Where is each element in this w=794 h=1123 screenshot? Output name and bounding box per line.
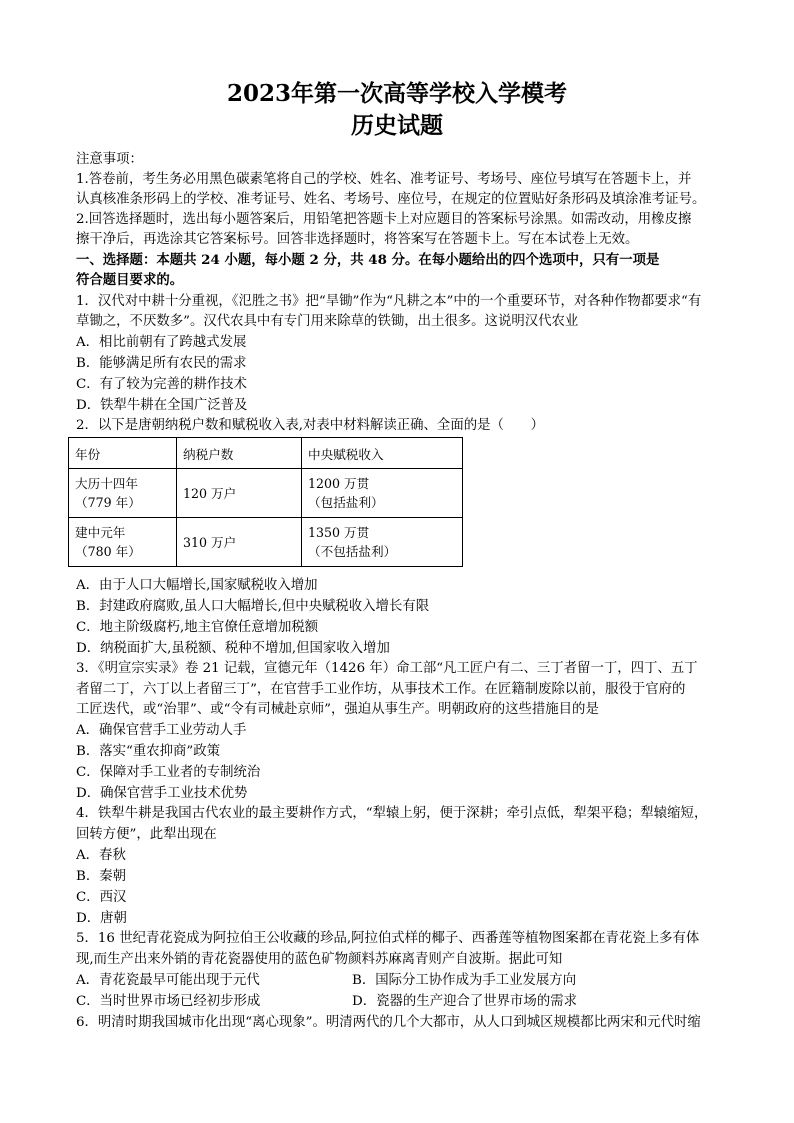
q5-option-d: D．瓷器的生产迎合了世界市场的需求 (352, 994, 577, 1009)
table-cell-revenue (302, 469, 463, 518)
q5-option-a: A．青花瓷最早可能出现于元代 (76, 973, 260, 988)
revenue-note-text: （包括盐利） (308, 495, 384, 510)
q3-option-b: B．落实“重农抑商”政策 (76, 744, 221, 759)
q5-stem-line1: 5．16 世纪青花瓷成为阿拉伯王公收藏的珍品,阿拉伯式样的椰子、西番莲等植物图案都在青花瓷上多有体 (76, 931, 700, 946)
exam-subtitle: 历史试题 (351, 112, 443, 139)
table-cell-year (69, 469, 177, 518)
q1-option-b: B．能够满足所有农民的需求 (76, 356, 247, 371)
q1-stem-line1: 1．汉代对中耕十分重视，《氾胜之书》把“旱锄”作为“凡耕之本”中的一个重要环节，对各种作物都要求“有 (76, 294, 702, 309)
q3-stem-line3: 工匠迭代，或“治罪”、或“令有司械赴京师”，强迫从事生产。明朝政府的这些措施目的是 (76, 702, 599, 717)
section1-heading-cont: 符合题目要求的。 (76, 272, 184, 288)
notes-item1-line1: 1.答卷前，考生务必用黑色碳素笔将自己的学校、姓名、准考证号、考场号、座位号填写在答题卡上，并 (76, 172, 692, 187)
q2-option-c: C．地主阶级腐朽,地主官僚任意增加税额 (76, 620, 319, 635)
q2-stem: 2．以下是唐朝纳税户数和赋税收入表,对表中材料解读正确、全面的是（ ） (76, 418, 545, 433)
notes-heading: 注意事项： (76, 152, 143, 167)
q4-option-c: C．西汉 (76, 890, 127, 905)
q5-option-b: B．国际分工协作成为手工业发展方向 (352, 973, 577, 988)
year-text: 建中元年 (75, 525, 126, 540)
year-text: 大历十四年 (75, 476, 138, 491)
q3-stem-line1: 3．《明宣宗实录》卷 21 记载，宣德元年（1426 年）命工部“凡工匠户有二、三丁者留一丁，四丁、五丁 (76, 661, 698, 676)
q2-option-a: A．由于人口大幅增长,国家赋税收入增加 (76, 578, 318, 593)
q2-option-d: D．纳税面扩大,虽税额、税种不增加,但国家收入增加 (76, 641, 390, 656)
revenue-text: 1350 万贯 (308, 525, 370, 540)
section1-heading: 一、选择题：本题共 24 小题，每小题 2 分，共 48 分。在每小题给出的四个选项中，只有一项是 (76, 252, 660, 268)
table-header-year: 年份 (69, 438, 177, 469)
table-cell-year (69, 518, 177, 567)
notes-item2-line2: 擦干净后，再选涂其它答案标号。回答非选择题时，将答案写在答题卡上。写在本试卷上无效。 (76, 232, 639, 247)
table-header-row (69, 438, 463, 469)
q4-option-b: B．秦朝 (76, 869, 127, 884)
table-row (69, 469, 463, 518)
q5-stem-line2: 现,而生产出来外销的青花瓷器使用的蓝色矿物颜料苏麻离青则产自波斯。据此可知 (76, 952, 563, 967)
table-cell-households: 120 万户 (177, 469, 302, 518)
q3-option-c: C．保障对手工业者的专制统治 (76, 765, 261, 780)
q1-option-c: C．有了较为完善的耕作技术 (76, 377, 247, 392)
revenue-note-text: （不包括盐利） (308, 544, 397, 559)
table-header-revenue: 中央赋税收入 (302, 438, 463, 469)
table-row (69, 518, 463, 567)
q4-option-d: D．唐朝 (76, 911, 127, 926)
q2-option-b: B．封建政府腐败,虽人口大幅增长,但中央赋税收入增长有限 (76, 599, 430, 614)
table-cell-revenue (302, 518, 463, 567)
q1-option-a: A．相比前朝有了跨越式发展 (76, 335, 247, 350)
q4-stem-line2: 回转方便”，此犁出现在 (76, 827, 217, 842)
q4-stem-line1: 4．铁犁牛耕是我国古代农业的最主要耕作方式，“犁辕上躬，便于深耕；牵引点低，犁架平稳；犁辕缩短， (76, 806, 708, 821)
revenue-text: 1200 万贯 (308, 476, 370, 491)
year-note-text: （779 年） (75, 495, 141, 510)
q3-option-d: D．确保官营手工业技术优势 (76, 786, 248, 801)
exam-title: 2023年第一次高等学校入学模考 (226, 80, 567, 107)
q3-option-a: A．确保官营手工业劳动人手 (76, 723, 247, 738)
notes-item1-line2: 认真核准条形码上的学校、准考证号、姓名、考场号、座位号，在规定的位置贴好条形码及填涂准考证号。 (76, 192, 706, 207)
q6-stem-line1: 6．明清时期我国城市化出现“离心现象”。明清两代的几个大都市，从人口到城区规模都比两宋和元代时缩 (76, 1015, 701, 1030)
q1-option-d: D．铁犁牛耕在全国广泛普及 (76, 398, 248, 413)
table-cell-households: 310 万户 (177, 518, 302, 567)
table-header-households: 纳税户数 (177, 438, 302, 469)
q4-option-a: A．春秋 (76, 848, 126, 863)
year-note-text: （780 年） (75, 544, 141, 559)
q2-tax-table (68, 437, 463, 567)
q5-option-c: C．当时世界市场已经初步形成 (76, 994, 261, 1009)
q3-stem-line2: 者留二丁，六丁以上者留三丁”，在官营手工业作坊，从事技术工作。在匠籍制废除以前，服役于官府的 (76, 682, 686, 697)
notes-item2-line1: 2.回答选择题时，选出每小题答案后，用铅笔把答题卡上对应题目的答案标号涂黑。如需改动，用橡皮擦 (76, 212, 692, 227)
q1-stem-line2: 草锄之，不厌数多”。汉代农具中有专门用来除草的铁锄，出土很多。这说明汉代农业 (76, 314, 579, 329)
